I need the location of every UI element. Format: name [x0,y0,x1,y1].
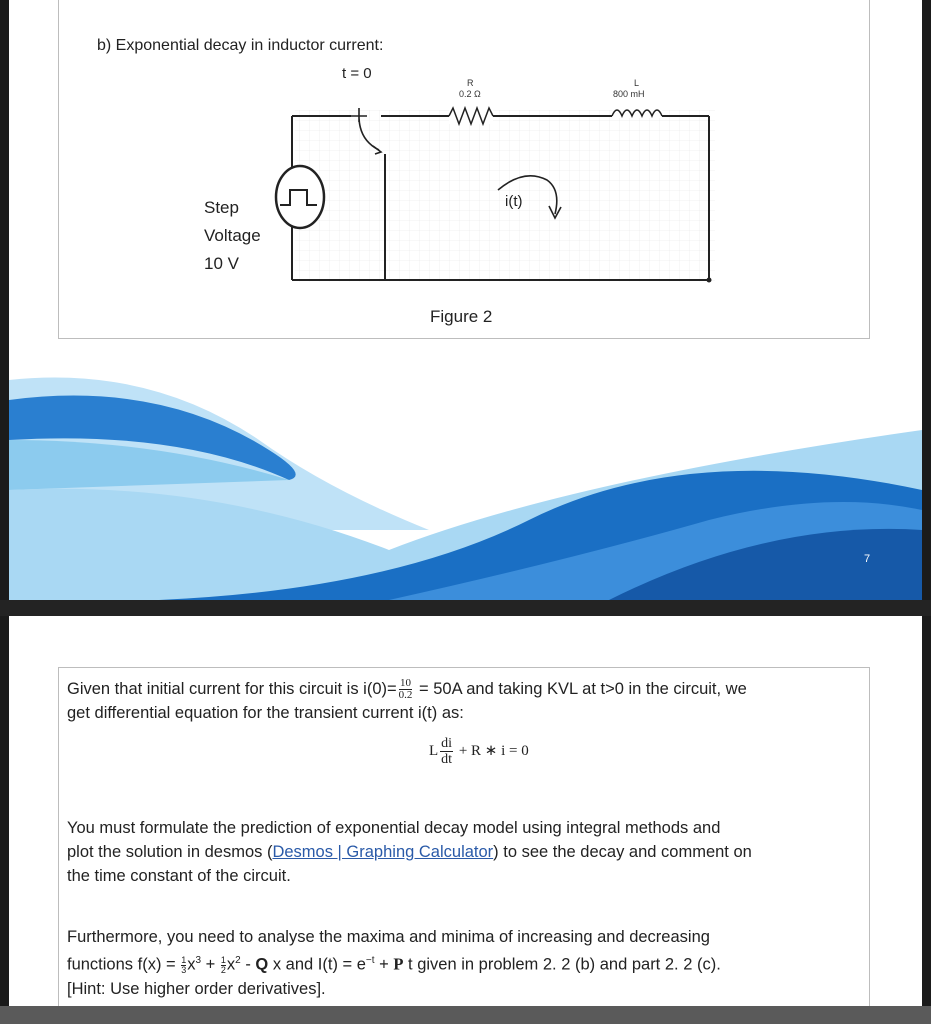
paragraph-2 [67,816,867,888]
eq-derivative [440,736,453,767]
eq-inductance: L [429,742,439,759]
source-label-step: Step [204,198,239,217]
p3-text-end: t given in problem 2. 2 (b) and part 2. 2 (c). [408,955,721,974]
figure-caption: Figure 2 [430,307,493,326]
p3-plus2: + [374,955,394,974]
desmos-link[interactable]: Desmos | Graphing Calculator [272,843,494,861]
fraction-denominator: 0.2 [398,689,413,702]
p3-P: P [393,954,404,974]
initial-current-fraction [399,678,413,701]
fraction-numerator: 10 [400,677,412,690]
p3-x-squared: 2 [235,955,241,966]
p2-text-d: the time constant of the circuit. [67,867,291,885]
inductor-name: L [634,78,640,88]
resistor-name: R [467,78,474,88]
eq-remainder: + R ∗ i = 0 [458,742,529,759]
p3-plus: + [201,955,220,974]
bottom-bar [0,1006,931,1024]
document-page-1 [9,0,922,600]
p3-x-cubed: 3 [195,955,202,966]
differential-equation [429,736,529,767]
inductor-value: 800 mH [613,89,645,99]
p3-exponent: −t [365,955,375,966]
page-number: 7 [864,553,871,565]
p2-text-b: plot the solution in desmos ( [67,843,273,861]
p3-frac2-num: 1 [220,954,226,965]
p3-frac2-den: 2 [220,964,226,975]
circuit-diagram [9,0,922,300]
current-label: i(t) [505,193,523,210]
paragraph-1 [67,677,867,725]
document-page-2 [9,616,922,1006]
p3-text-mid: x and I(t) = e [268,955,366,974]
eq-derivative-den: dt [441,752,453,767]
p2-text-c: ) to see the decay and comment on [493,843,752,861]
p3-Q: Q [255,955,269,974]
p3-text-a: Furthermore, you need to analyse the maxima and minima of increasing and decreasing [67,928,710,946]
p3-fraction-half [221,956,226,975]
p3-minus: - [240,955,256,974]
p2-text-a: You must formulate the prediction of exponential decay model using integral methods and [67,819,721,837]
node-dot [707,278,712,283]
p3-hint: [Hint: Use higher order derivatives]. [67,979,326,998]
p3-frac1-den: 3 [181,964,187,975]
p3-fraction-third [181,956,186,975]
decorative-waves [9,370,922,600]
source-label-voltage: Voltage [204,226,261,245]
resistor-value: 0.2 Ω [459,89,481,99]
p1-text-a: Given that initial current for this circuit is i(0)= [67,680,397,698]
paragraph-3 [67,925,867,1001]
p1-text-line2: get differential equation for the transient current i(t) as: [67,704,464,723]
p3-x2: x [226,955,236,974]
eq-derivative-num: di [441,736,453,751]
switch-label: t = 0 [342,65,372,82]
source-label-value: 10 V [204,254,239,273]
page-gap [0,600,931,616]
step-voltage-source [276,166,324,228]
p3-frac1-num: 1 [181,954,187,965]
section-heading: b) Exponential decay in inductor current: [97,37,384,54]
p3-x: x [187,955,196,974]
p1-text-b: = 50A and taking KVL at t>0 in the circuit, we [419,680,747,698]
p3-func-start: functions f(x) = [67,955,181,974]
